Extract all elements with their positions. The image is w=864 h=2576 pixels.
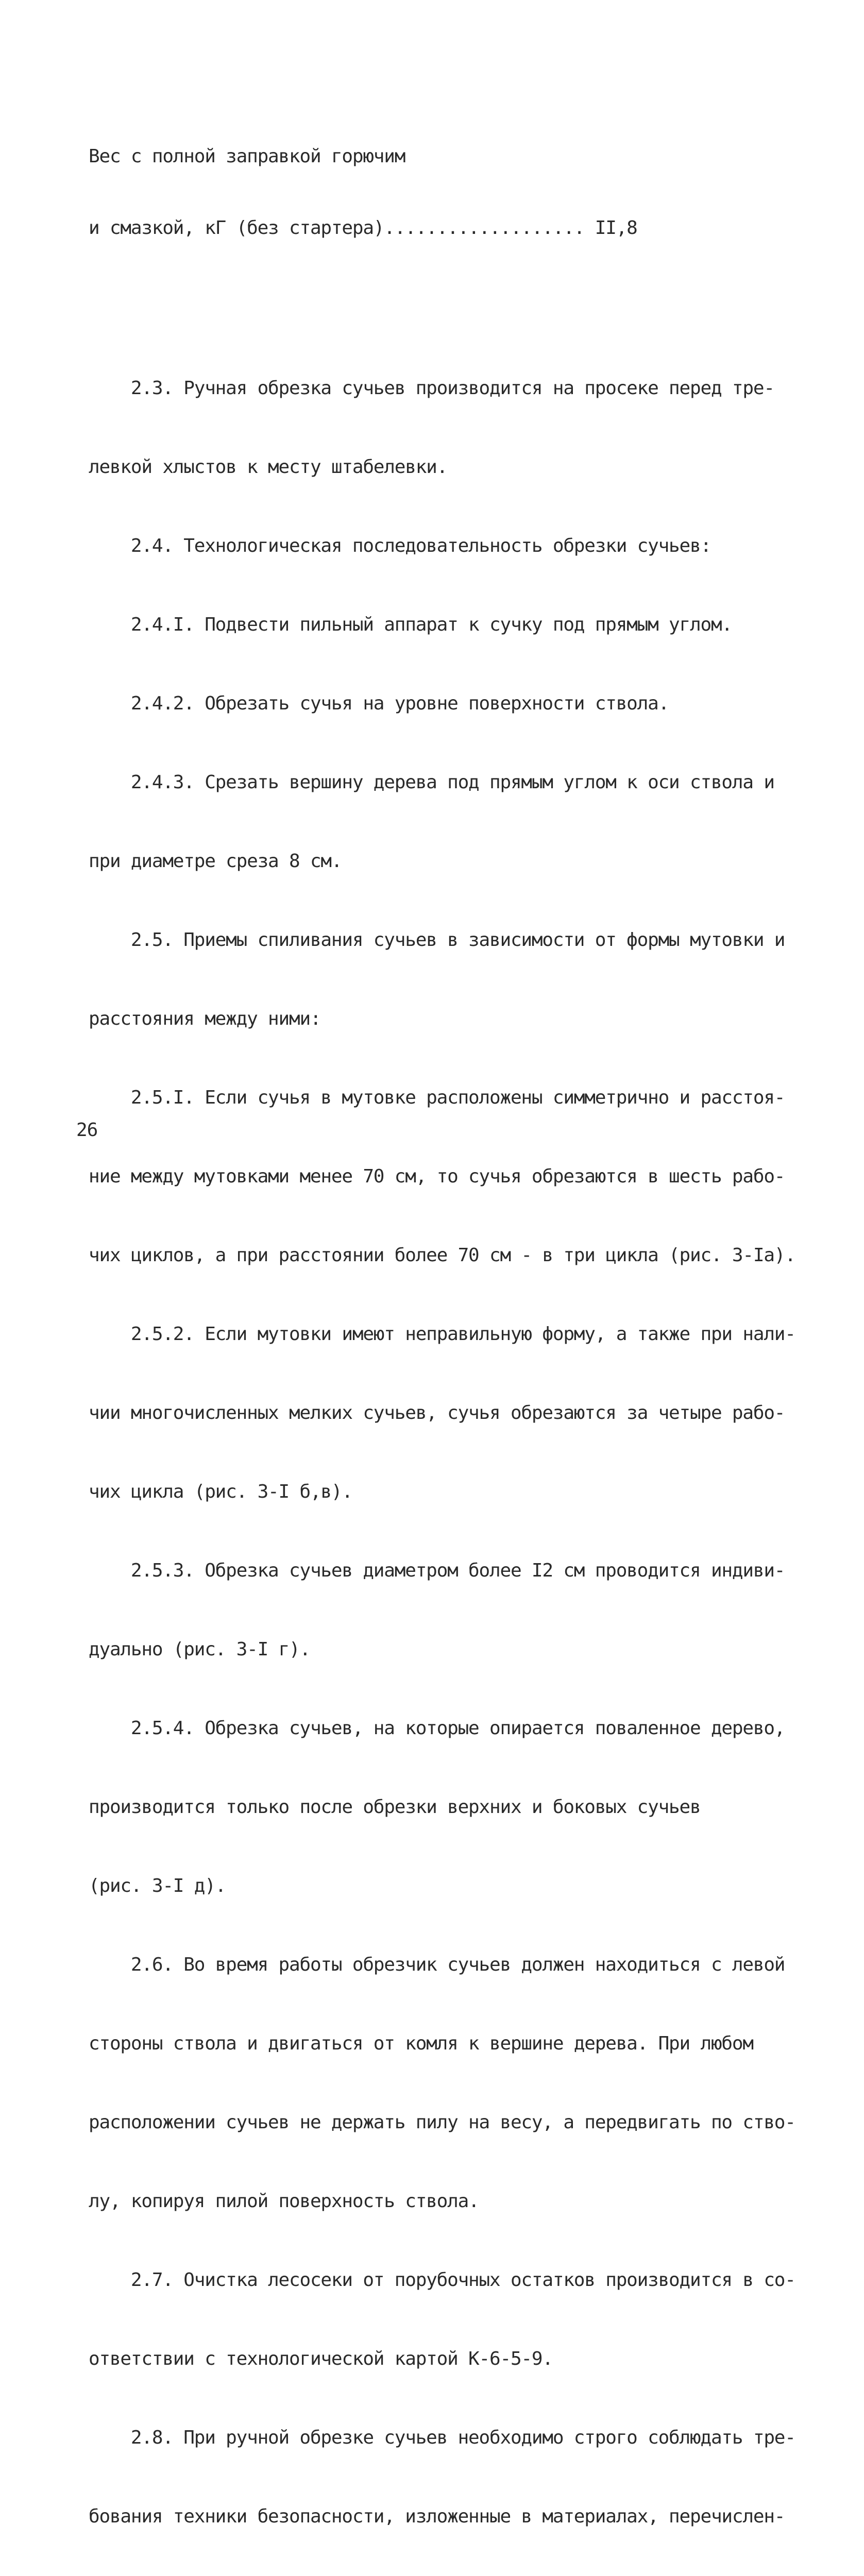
text-line: 2.5.4. Обрезка сучьев, на которые опирается поваленное дерево, xyxy=(89,1718,785,1739)
text-line: ответствии с технологической картой К-6-5-9. xyxy=(89,2348,553,2369)
weight-line-2: и смазкой, кГ (без стартера)................... II,8 xyxy=(89,217,637,239)
text-line: левкой хлыстов к месту штабелевки. xyxy=(89,456,448,478)
text-line: 2.3. Ручная обрезка сучьев производится на просеке перед тре- xyxy=(89,378,774,399)
document-text xyxy=(89,94,810,2576)
text-line: 2.7. Очистка лесосеки от порубочных остатков производится в со- xyxy=(89,2269,795,2291)
text-line: 2.5.I. Если сучья в мутовке расположены симметрично и расстоя- xyxy=(89,1087,785,1108)
text-line: при диаметре среза 8 см. xyxy=(89,851,342,872)
text-line: 2.5.2. Если мутовки имеют неправильную форму, а также при нали- xyxy=(89,1324,795,1345)
weight-line-1: Вес с полной заправкой горючим xyxy=(89,146,405,167)
text-line: расстояния между ними: xyxy=(89,1008,321,1029)
text-line: бования техники безопасности, изложенные в материалах, перечислен- xyxy=(89,2506,785,2527)
text-line: расположении сучьев не держать пилу на весу, а передвигать по ство- xyxy=(89,2112,795,2133)
text-line: (рис. 3-I д). xyxy=(89,1875,226,1896)
text-line: 2.5. Приемы спиливания сучьев в зависимости от формы мутовки и xyxy=(89,929,785,951)
text-line: дуально (рис. 3-I г). xyxy=(89,1639,310,1660)
text-line: 2.4.2. Обрезать сучья на уровне поверхности ствола. xyxy=(89,693,669,714)
text-line: производится только после обрезки верхних и боковых сучьев xyxy=(89,1797,701,1818)
text-line: стороны ствола и двигаться от комля к вершине дерева. При любом xyxy=(89,2033,753,2054)
text-line: 2.5.3. Обрезка сучьев диаметром более I2 см проводится индиви- xyxy=(89,1560,785,1581)
text-line: 2.4.3. Срезать вершину дерева под прямым углом к оси ствола и xyxy=(89,772,774,793)
spacer xyxy=(89,290,810,296)
text-line: лу, копируя пилой поверхность ствола. xyxy=(89,2191,479,2212)
text-line: 2.8. При ручной обрезке сучьев необходимо строго соблюдать тре- xyxy=(89,2427,795,2448)
text-line: 2.4. Технологическая последовательность обрезки сучьев: xyxy=(89,535,711,556)
text-line: чих цикла (рис. 3-I б,в). xyxy=(89,1481,352,1502)
text-line: ние между мутовками менее 70 см, то сучья обрезаются в шесть рабо- xyxy=(89,1166,785,1187)
page-number: 26 xyxy=(76,1120,98,1141)
text-line: чии многочисленных мелких сучьев, сучья обрезаются за четыре рабо- xyxy=(89,1402,785,1423)
text-line: 2.4.I. Подвести пильный аппарат к сучку под прямым углом. xyxy=(89,614,732,635)
text-line: 2.6. Во время работы обрезчик сучьев должен находиться с левой xyxy=(89,1954,785,1975)
text-line: чих циклов, а при расстоянии более 70 см - в три цикла (рис. 3-Iа). xyxy=(89,1245,795,1266)
